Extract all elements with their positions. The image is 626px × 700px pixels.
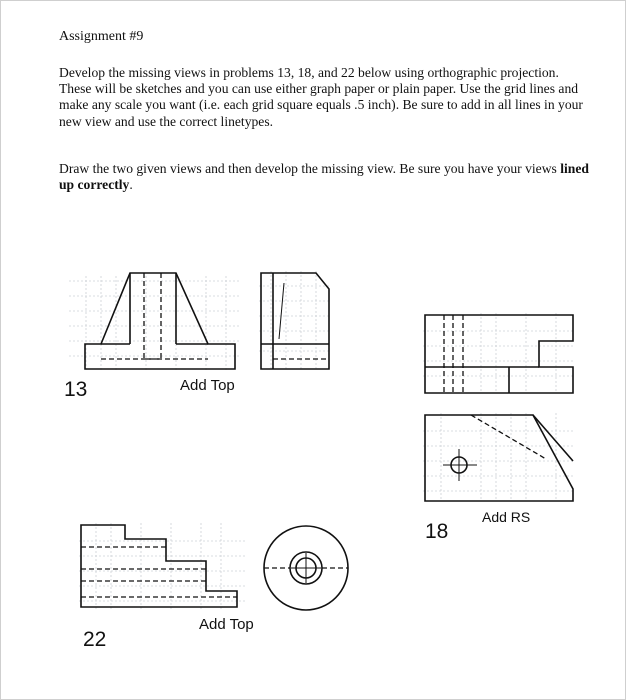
problem-22-drawing (79, 523, 348, 611)
problem-22-side-view (264, 526, 348, 610)
alignment-bold-text: lined up correctly (59, 161, 589, 193)
assignment-title: Assignment #9 (59, 29, 144, 44)
problem-22-number: 22 (83, 628, 107, 651)
problem-18-number: 18 (425, 520, 449, 543)
problem-22-front-view (81, 525, 237, 607)
problem-13-front-view (85, 273, 235, 369)
instructions-paragraph: Develop the missing views in problems 13, 18, and 22 below using orthographic projection. These will be sketches and you can use either graph paper or plain paper. Use the grid lines and make any scale you want (i.e. each grid square equals .5 inch). Be sure to add in all lines in your new view and use the correct linetypes. (59, 65, 583, 129)
alignment-text-start: Draw the two given views and then develop the missing view. Be sure you have your views (59, 161, 561, 176)
problem-18-front-view (425, 315, 573, 393)
problem-13-drawing (69, 271, 331, 371)
problem-18-drawing (423, 313, 573, 501)
problem-22-grid (79, 523, 246, 611)
problem-13-instruction: Add Top (180, 377, 235, 394)
problem-18-instruction: Add RS (482, 509, 531, 525)
problem-13-grid (69, 271, 331, 371)
alignment-text-end: . (129, 177, 133, 193)
problem-22-instruction: Add Top (199, 616, 254, 633)
drawing-area (1, 1, 625, 699)
problem-13-number: 13 (64, 378, 88, 401)
problem-18-top-view (425, 415, 573, 501)
